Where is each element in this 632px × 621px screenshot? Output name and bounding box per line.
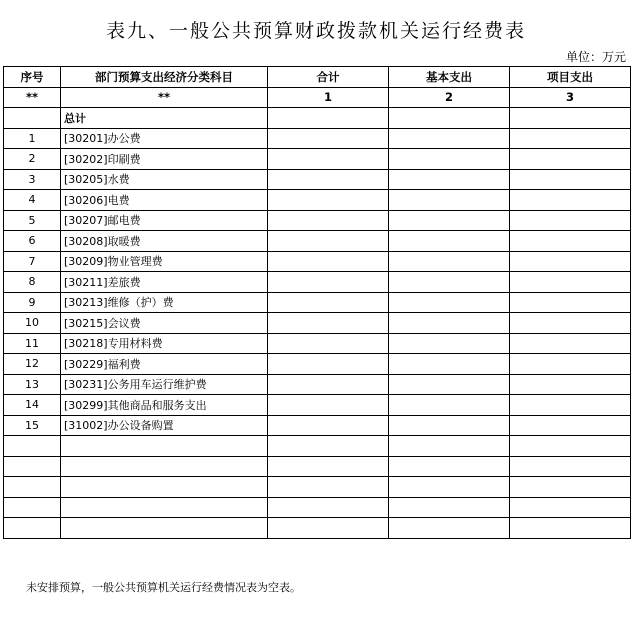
row-basic-cell — [389, 374, 510, 395]
row-project-cell — [510, 231, 631, 252]
empty-cell — [61, 518, 268, 539]
index-cell: ** — [4, 87, 61, 108]
total-row — [4, 108, 631, 129]
row-category-cell: [30209]物业管理费 — [61, 251, 268, 272]
row-category-cell: [30206]电费 — [61, 190, 268, 211]
table-row — [4, 415, 631, 436]
index-cell: ** — [61, 87, 268, 108]
empty-cell — [510, 456, 631, 477]
total-no-cell — [4, 108, 61, 129]
row-number-cell: 3 — [4, 169, 61, 190]
expense-table — [3, 66, 631, 539]
row-category-cell: [30218]专用材料费 — [61, 333, 268, 354]
empty-cell — [389, 518, 510, 539]
empty-cell — [4, 436, 61, 457]
total-label: 总计 — [61, 108, 268, 129]
row-number-cell: 14 — [4, 395, 61, 416]
row-total-cell — [268, 128, 389, 149]
header-cell: 基本支出 — [389, 67, 510, 88]
row-number-cell: 8 — [4, 272, 61, 293]
header-cell: 序号 — [4, 67, 61, 88]
header-row — [4, 67, 631, 88]
row-total-cell — [268, 313, 389, 334]
empty-cell — [4, 518, 61, 539]
row-project-cell — [510, 313, 631, 334]
row-project-cell — [510, 374, 631, 395]
empty-cell — [61, 477, 268, 498]
table-row — [4, 313, 631, 334]
empty-cell — [268, 456, 389, 477]
row-project-cell — [510, 333, 631, 354]
row-project-cell — [510, 251, 631, 272]
row-basic-cell — [389, 190, 510, 211]
empty-cell — [268, 436, 389, 457]
row-number-cell: 15 — [4, 415, 61, 436]
row-total-cell — [268, 395, 389, 416]
row-total-cell — [268, 190, 389, 211]
row-project-cell — [510, 415, 631, 436]
row-total-cell — [268, 231, 389, 252]
row-project-cell — [510, 395, 631, 416]
row-total-cell — [268, 149, 389, 170]
index-cell: 3 — [510, 87, 631, 108]
row-number-cell: 1 — [4, 128, 61, 149]
empty-cell — [389, 477, 510, 498]
row-number-cell: 4 — [4, 190, 61, 211]
row-total-cell — [268, 354, 389, 375]
row-project-cell — [510, 169, 631, 190]
empty-row — [4, 436, 631, 457]
row-project-cell — [510, 190, 631, 211]
row-total-cell — [268, 251, 389, 272]
row-category-cell: [31002]办公设备购置 — [61, 415, 268, 436]
table-row — [4, 149, 631, 170]
row-basic-cell — [389, 251, 510, 272]
empty-cell — [61, 456, 268, 477]
empty-cell — [389, 436, 510, 457]
row-total-cell — [268, 292, 389, 313]
table-row — [4, 374, 631, 395]
row-total-cell — [268, 272, 389, 293]
row-total-cell — [268, 415, 389, 436]
empty-cell — [4, 477, 61, 498]
empty-cell — [4, 456, 61, 477]
table-row — [4, 190, 631, 211]
row-category-cell: [30213]维修（护）费 — [61, 292, 268, 313]
table-row — [4, 292, 631, 313]
total-basic-cell — [389, 108, 510, 129]
footnote: 未安排预算，一般公共预算机关运行经费情况表为空表。 — [26, 581, 301, 594]
empty-row — [4, 456, 631, 477]
row-project-cell — [510, 272, 631, 293]
row-number-cell: 10 — [4, 313, 61, 334]
row-number-cell: 13 — [4, 374, 61, 395]
table-row — [4, 333, 631, 354]
total-project-cell — [510, 108, 631, 129]
header-cell: 项目支出 — [510, 67, 631, 88]
row-number-cell: 5 — [4, 210, 61, 231]
row-project-cell — [510, 292, 631, 313]
row-number-cell: 7 — [4, 251, 61, 272]
table-row — [4, 251, 631, 272]
empty-cell — [510, 497, 631, 518]
header-cell: 合计 — [268, 67, 389, 88]
row-category-cell: [30205]水费 — [61, 169, 268, 190]
table-row — [4, 272, 631, 293]
total-sum-cell — [268, 108, 389, 129]
index-cell: 2 — [389, 87, 510, 108]
table-row — [4, 231, 631, 252]
empty-cell — [510, 518, 631, 539]
row-category-cell: [30207]邮电费 — [61, 210, 268, 231]
empty-cell — [389, 456, 510, 477]
row-basic-cell — [389, 354, 510, 375]
table-row — [4, 354, 631, 375]
row-project-cell — [510, 210, 631, 231]
row-number-cell: 12 — [4, 354, 61, 375]
row-category-cell: [30299]其他商品和服务支出 — [61, 395, 268, 416]
row-number-cell: 6 — [4, 231, 61, 252]
row-total-cell — [268, 210, 389, 231]
row-basic-cell — [389, 128, 510, 149]
row-number-cell: 2 — [4, 149, 61, 170]
table-row — [4, 395, 631, 416]
row-category-cell: [30229]福利费 — [61, 354, 268, 375]
row-category-cell: [30201]办公费 — [61, 128, 268, 149]
row-basic-cell — [389, 149, 510, 170]
row-basic-cell — [389, 272, 510, 293]
row-number-cell: 9 — [4, 292, 61, 313]
empty-cell — [61, 497, 268, 518]
header-cell: 部门预算支出经济分类科目 — [61, 67, 268, 88]
empty-cell — [4, 497, 61, 518]
empty-cell — [268, 477, 389, 498]
table-row — [4, 210, 631, 231]
row-total-cell — [268, 333, 389, 354]
row-project-cell — [510, 354, 631, 375]
empty-cell — [268, 518, 389, 539]
row-category-cell: [30202]印刷费 — [61, 149, 268, 170]
row-basic-cell — [389, 313, 510, 334]
row-project-cell — [510, 149, 631, 170]
table-row — [4, 169, 631, 190]
index-row — [4, 87, 631, 108]
page-title: 表九、一般公共预算财政拨款机关运行经费表 — [105, 20, 526, 42]
row-number-cell: 11 — [4, 333, 61, 354]
empty-cell — [510, 436, 631, 457]
row-basic-cell — [389, 210, 510, 231]
empty-row — [4, 497, 631, 518]
row-basic-cell — [389, 415, 510, 436]
unit-label: 单位：万元 — [565, 50, 626, 64]
empty-cell — [61, 436, 268, 457]
empty-row — [4, 477, 631, 498]
empty-cell — [268, 497, 389, 518]
row-category-cell: [30215]会议费 — [61, 313, 268, 334]
empty-cell — [389, 497, 510, 518]
row-basic-cell — [389, 231, 510, 252]
row-total-cell — [268, 169, 389, 190]
empty-cell — [510, 477, 631, 498]
row-total-cell — [268, 374, 389, 395]
row-category-cell: [30231]公务用车运行维护费 — [61, 374, 268, 395]
row-basic-cell — [389, 395, 510, 416]
table-row — [4, 128, 631, 149]
row-basic-cell — [389, 333, 510, 354]
row-project-cell — [510, 128, 631, 149]
empty-row — [4, 518, 631, 539]
row-category-cell: [30211]差旅费 — [61, 272, 268, 293]
row-basic-cell — [389, 169, 510, 190]
row-category-cell: [30208]取暖费 — [61, 231, 268, 252]
row-basic-cell — [389, 292, 510, 313]
index-cell: 1 — [268, 87, 389, 108]
